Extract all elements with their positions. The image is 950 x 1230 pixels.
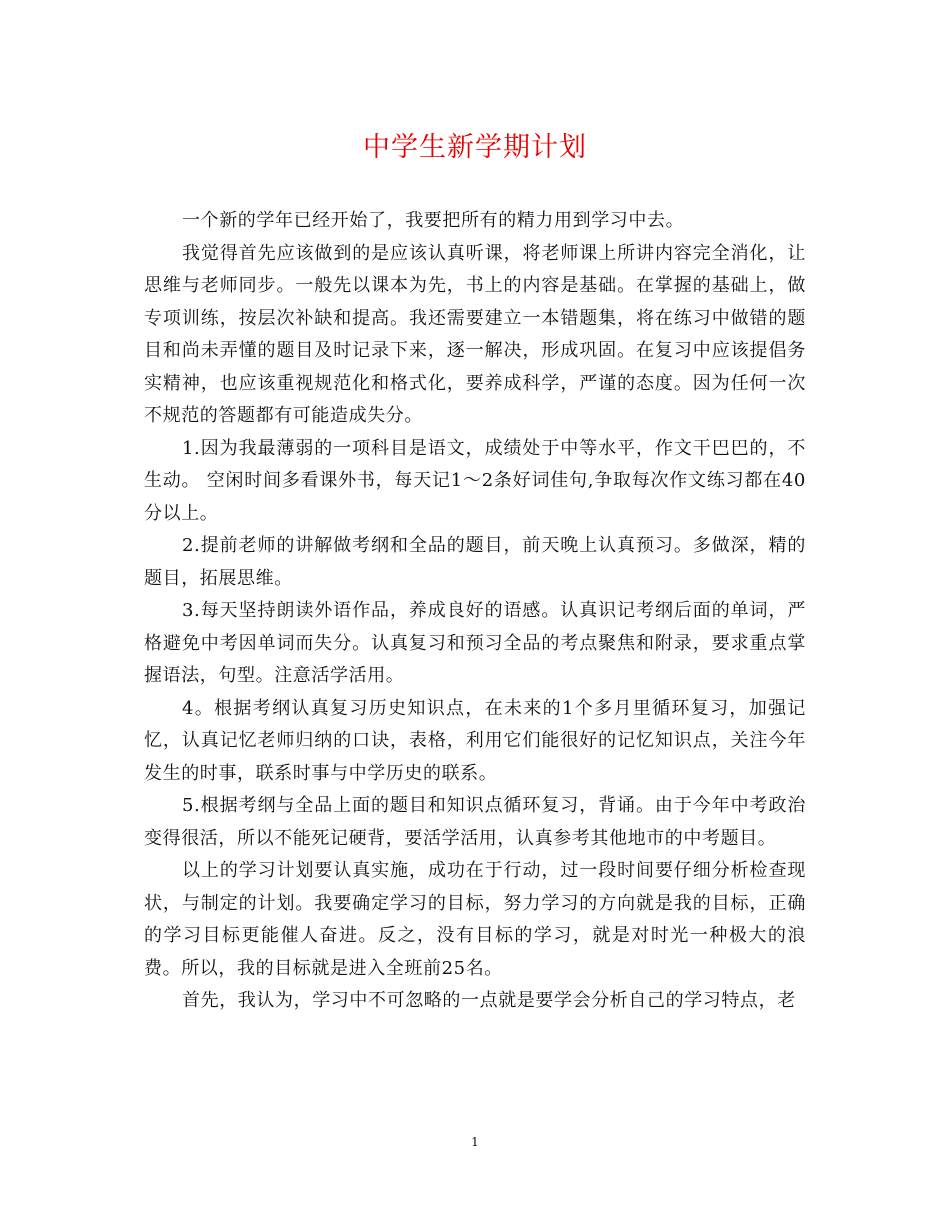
paragraph-listening: 我觉得首先应该做到的是应该认真听课，将老师课上所讲内容完全消化，让思维与老师同步。一般先以课本为先，书上的内容是基础。在掌握的基础上，做专项训练，按层次补缺和提高。我还需要建立一本错题集，将在练习中做错的题目和尚未弄懂的题目及时记录下来，逐一解决，形成巩固。在复习中应该提倡务实精神，也应该重视规范化和格式化，要养成科学，严谨的态度。因为任何一次不规范的答题都有可能造成失分。 — [144, 242, 806, 426]
paragraph-item-2-preview: 2.提前老师的讲解做考纲和全品的题目，前天晚上认真预习。多做深，精的题目，拓展思维。 — [144, 535, 806, 589]
paragraph-item-3-english: 3.每天坚持朗读外语作品，养成良好的语感。认真识记考纲后面的单词，严格避免中考因单词而失分。认真复习和预习全品的考点聚焦和附录，要求重点掌握语法，句型。注意活学活用。 — [144, 600, 806, 686]
paragraph-item-4-history: 4。根据考纲认真复习历史知识点，在未来的1个多月里循环复习，加强记忆，认真记忆老师归纳的口诀，表格，利用它们能很好的记忆知识点，关注今年发生的时事，联系时事与中学历史的联系。 — [144, 697, 806, 784]
paragraph-item-1-chinese: 1.因为我最薄弱的一项科目是语文，成绩处于中等水平，作文干巴巴的，不生动。 空闲时间多看课外书，每天记1～2条好词佳句,争取每次作文练习都在40分以上。 — [144, 437, 806, 524]
paragraph-first: 首先，我认为，学习中不可忽略的一点就是要学会分析自己的学习特点，老 — [182, 990, 796, 1011]
paragraph-intro: 一个新的学年已经开始了，我要把所有的精力用到学习中去。 — [182, 210, 685, 231]
document-title: 中学生新学期计划 — [363, 132, 587, 163]
paragraph-item-5-politics: 5.根据考纲与全品上面的题目和知识点循环复习，背诵。由于今年中考政治变得很活，所以不能死记硬背，要活学活用，认真参考其他地市的中考题目。 — [144, 795, 806, 849]
document-body — [144, 205, 806, 1018]
paragraph-goal: 以上的学习计划要认真实施，成功在于行动，过一段时间要仔细分析检查现状，与制定的计划。我要确定学习的目标，努力学习的方向就是我的目标，正确的学习目标更能催人奋进。反之，没有目标的学习，就是对时光一种极大的浪费。所以，我的目标就是进入全班前25名。 — [144, 860, 806, 979]
page-number: 1 — [471, 1135, 479, 1149]
